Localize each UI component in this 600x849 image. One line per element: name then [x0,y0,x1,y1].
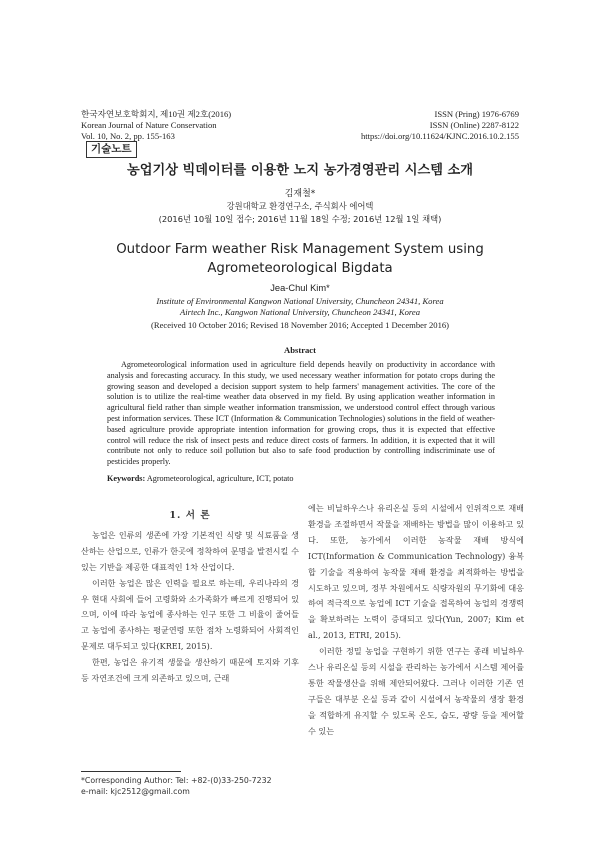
korean-author: 김재철* [284,189,316,199]
english-dates: (Received 10 October 2016; Revised 18 November 2016; Accepted 1 December 2016) [150,320,450,330]
korean-dates: (2016년 10월 10일 접수; 2016년 11월 18일 수정; 2016년 12월 1일 채택) [158,214,442,224]
doi-link[interactable]: https://doi.org/10.11624/KJNC.2016.10.2.155 [360,131,519,141]
english-title-line2: Agrometeorological Bigdata [207,261,393,276]
corresponding-author: *Corresponding Author: Tel: +82-(0)33-250-7232 [81,776,272,785]
paragraph: 이러한 정밀 농업을 구현하기 위한 연구는 종래 비닐하우스나 유리온실 등의 시설을 관리하는 농가에서 시스템 제어를 통한 작물생산을 위해 제안되어왔다. 그러나 이러한 기존 연구들은 대부분 온실 등과 같이 시설에서 농작물의 생장 환경을 적합하게 유지할 수 있도록 온도, 습도, 광량 등을 제어할 수 있는 [308,646,524,736]
korean-affiliation: 강원대학교 환경연구소, 주식회사 에어텍 [226,201,374,211]
keywords-list: Agrometeorological, agriculture, ICT, potato [146,474,294,483]
body-column-left [81,508,299,687]
english-affiliation [0,296,600,318]
paragraph: 한편, 농업은 유기적 생물을 생산하기 때문에 토지와 기후 등 자연조건에 크게 의존하고 있으며, 근래 [81,657,299,684]
journal-name-ko: 한국자연보호학회지, 제10권 제2호(2016) [81,109,232,119]
korean-title: 농업기상 빅데이터를 이용한 노지 농가경영관리 시스템 소개 [126,163,474,178]
paragraph: 농업은 인류의 생존에 가장 기본적인 식량 및 식료품을 생산하는 산업으로, 인류가 한곳에 정착하여 문명을 발전시킬 수 있는 기반을 제공한 대표적인 1차 산업이다. [81,529,299,572]
abstract-heading: Abstract [284,345,316,355]
issn-print: ISSN (Pring) 1976-6769 [434,109,519,119]
english-title [0,240,600,278]
keywords [107,474,495,483]
abstract-text: Agrometeorological information used in agriculture field depends heavily on productivity in accordance with analysis and forecasting accuracy. In this study, we used necessary weather information for potato crops during the growing season and developed a decision support system to help farmers' management activities. The core of the solution is to utilize the real-time weather data observed in my field. By using application weather information in agricultural field rather than simple weather information transmission, we understood control effect through various pest information services. These ICT (Information & Communication Technologies) solutions in the field of weather-based agriculture provide appropriate intention information for growing crops, thus it is expected that effective control will reduce the risk of insect pests and reduce direct costs of farmers. In addition, it is expected that it will contribute not only to reduce soil pollution but also to safe food production by controlling indiscriminate use of pesticides properly. [107,360,495,467]
section-heading: 1. 서 론 [169,510,211,521]
keywords-label: Keywords: [107,474,146,483]
issn-info [361,109,519,142]
footnote [81,775,272,797]
issn-online: ISSN (Online) 2287-8122 [429,120,519,130]
english-affiliation-2: Airtech Inc., Kangwon National University, Chuncheon 24341, Korea [179,307,421,317]
english-affiliation-1: Institute of Environmental Kangwon National University, Chuncheon 24341, Korea [156,296,444,306]
article-type-tag: 기술노트 [86,141,137,158]
english-title-line1: Outdoor Farm weather Risk Management System using [116,242,484,257]
footnote-rule [81,771,181,772]
journal-info [81,109,231,142]
english-author: Jea-Chul Kim* [270,283,330,293]
author-email[interactable]: e-mail: kjc2512@gmail.com [81,787,190,796]
paragraph: 에는 비닐하우스나 유리온실 등의 시설에서 인위적으로 재배환경을 조절하면서 작물을 재배하는 방법을 많이 이용하고 있다. 또한, 농가에서 이러한 농작물 재배 방식에 ICT(Information & Communication Technology) 융복합 기술을 적용하여 농작물 재배 환경을 최적화하는 방법을 시도하고 있으며, 정부 차원에서도 식량자원의 무기화에 대응하여 적극적으로 농업에 ICT 기술을 접목하여 농업의 경쟁력을 확보하려는 노력이 증대되고 있다(Yun, 2007; Kim et al., 2013, ETRI, 2015). [308,503,524,641]
body-column-right [308,501,524,740]
journal-volume: Vol. 10, No. 2, pp. 155-163 [81,131,175,141]
paragraph: 이러한 농업은 많은 인력을 필요로 하는데, 우리나라의 경우 현대 사회에 들어 고령화와 소가족화가 빠르게 진행되어 있으며, 이에 따라 농업에 종사하는 인구 또한 그 비율이 줄어들고 농업에 종사하는 평균연령 또한 점차 노령화되어 사회적인 문제로 대두되고 있다(KREI, 2015). [81,577,299,652]
journal-name-en: Korean Journal of Nature Conservation [81,120,217,130]
